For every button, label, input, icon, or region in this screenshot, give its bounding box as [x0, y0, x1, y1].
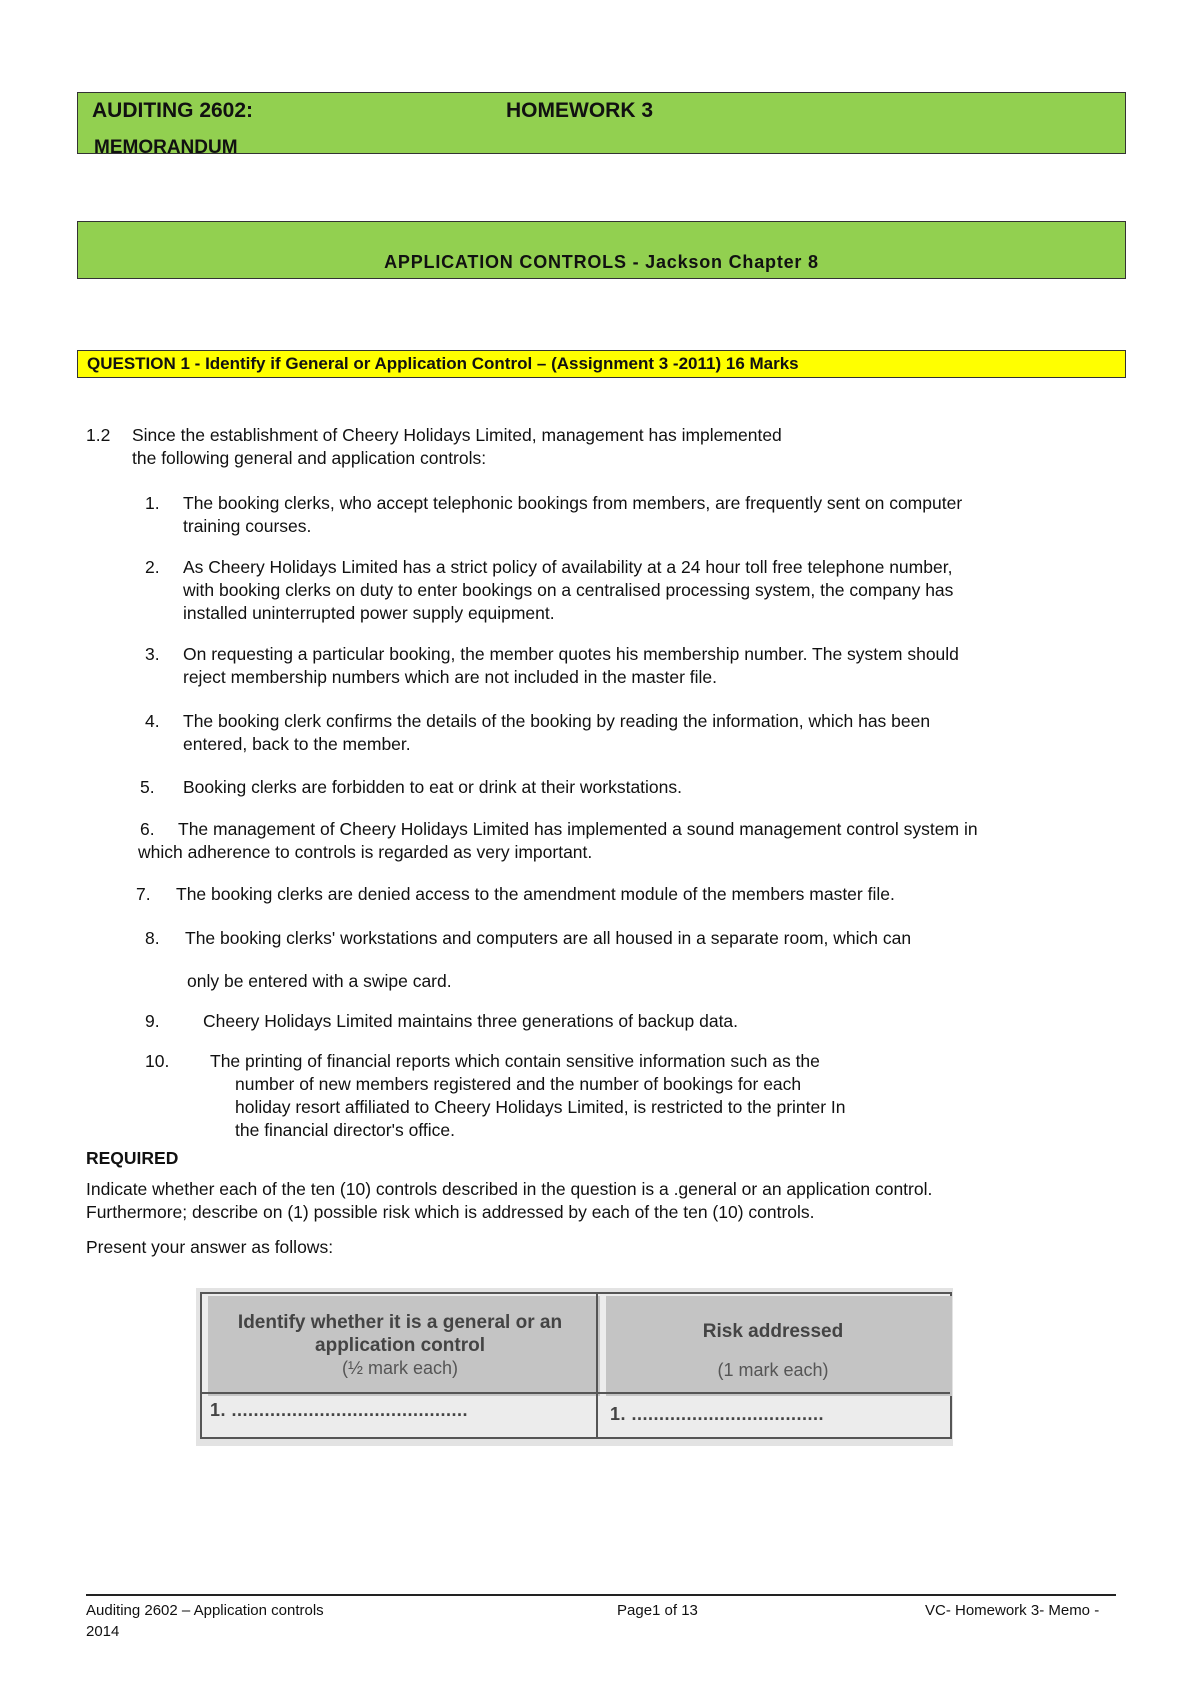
item-text: entered, back to the member. — [183, 734, 411, 754]
item-text: holiday resort affiliated to Cheery Holidays Limited, is restricted to the printer In — [235, 1097, 846, 1117]
item-number: 7. — [136, 884, 151, 904]
item-text: The booking clerk confirms the details of the booking by reading the information, which has been — [183, 711, 931, 731]
item-text: only be entered with a swipe card. — [187, 971, 452, 991]
item-text: the financial director's office. — [235, 1120, 455, 1140]
item-text: On requesting a particular booking, the member quotes his membership number. The system should — [183, 644, 959, 664]
col1-header-line-2: application control — [315, 1335, 485, 1356]
item-text: training courses. — [183, 516, 312, 536]
section-banner — [77, 221, 1126, 279]
item-number: 2. — [145, 557, 160, 577]
item-text: The management of Cheery Holidays Limited has implemented a sound management control system in — [178, 819, 978, 839]
item-text: Booking clerks are forbidden to eat or drink at their workstations. — [183, 777, 682, 797]
required-line-1: Indicate whether each of the ten (10) controls described in the question is a .general or an application control. — [86, 1179, 933, 1199]
question-title: QUESTION 1 - Identify if General or Application Control – (Assignment 3 -2011) 16 Marks — [77, 350, 1126, 378]
document-header — [77, 92, 1126, 158]
footer-rule — [86, 1594, 1116, 1596]
table-divider — [596, 1292, 598, 1437]
col1-header-line-1: Identify whether it is a general or an — [237, 1312, 563, 1333]
intro-line-1: Since the establishment of Cheery Holidays Limited, management has implemented — [132, 425, 782, 445]
item-text: The printing of financial reports which contain sensitive information such as the — [210, 1051, 820, 1071]
footer-left: Auditing 2602 – Application controls — [86, 1602, 324, 1619]
item-number: 4. — [145, 711, 160, 731]
footer-year: 2014 — [86, 1623, 120, 1640]
present-instruction: Present your answer as follows: — [86, 1237, 334, 1257]
item-number: 5. — [140, 777, 155, 797]
item-number: 6. — [140, 819, 155, 839]
item-number: 8. — [145, 928, 160, 948]
item-text: As Cheery Holidays Limited has a strict policy of availability at a 24 hour toll free telephone number, — [183, 557, 953, 577]
memorandum-label: MEMORANDUM — [94, 137, 238, 158]
table-divider — [200, 1392, 950, 1394]
col2-sub: (1 mark each) — [717, 1360, 829, 1380]
required-heading: REQUIRED — [86, 1148, 179, 1168]
item-text: reject membership numbers which are not included in the master file. — [183, 667, 717, 687]
answer-row-col2: 1. ................................... — [610, 1404, 825, 1424]
required-line-2: Furthermore; describe on (1) possible risk which is addressed by each of the ten (10) controls. — [86, 1202, 815, 1222]
header-cell-shade — [606, 1296, 952, 1396]
intro-number: 1.2 — [86, 425, 111, 445]
answer-row-col1: 1. ........................................... — [210, 1400, 469, 1420]
item-number: 3. — [145, 644, 160, 664]
item-text: with booking clerks on duty to enter bookings on a centralised processing system, the company has — [183, 580, 954, 600]
col2-header: Risk addressed — [702, 1321, 844, 1342]
footer-right: VC- Homework 3- Memo - — [925, 1602, 1100, 1619]
section-title: APPLICATION CONTROLS - Jackson Chapter 8 — [384, 252, 819, 272]
item-number: 9. — [145, 1011, 160, 1031]
item-text: number of new members registered and the number of bookings for each — [235, 1074, 802, 1094]
page-number: Page1 of 13 — [617, 1602, 698, 1619]
item-text: The booking clerks are denied access to the amendment module of the members master file. — [176, 884, 895, 904]
item-text: Cheery Holidays Limited maintains three generations of backup data. — [203, 1011, 739, 1031]
homework-title: HOMEWORK 3 — [506, 99, 653, 122]
item-number: 10. — [145, 1051, 170, 1071]
item-text: The booking clerks' workstations and computers are all housed in a separate room, which can — [185, 928, 912, 948]
intro-line-2: the following general and application controls: — [132, 448, 487, 468]
item-text: which adherence to controls is regarded as very important. — [138, 842, 593, 862]
course-title: AUDITING 2602: — [92, 99, 254, 122]
col1-sub: (½ mark each) — [341, 1358, 459, 1378]
item-text: The booking clerks, who accept telephonic bookings from members, are frequently sent on computer — [183, 493, 963, 513]
item-number: 1. — [145, 493, 160, 513]
answer-format-table — [196, 1288, 953, 1446]
item-text: installed uninterrupted power supply equipment. — [183, 603, 555, 623]
